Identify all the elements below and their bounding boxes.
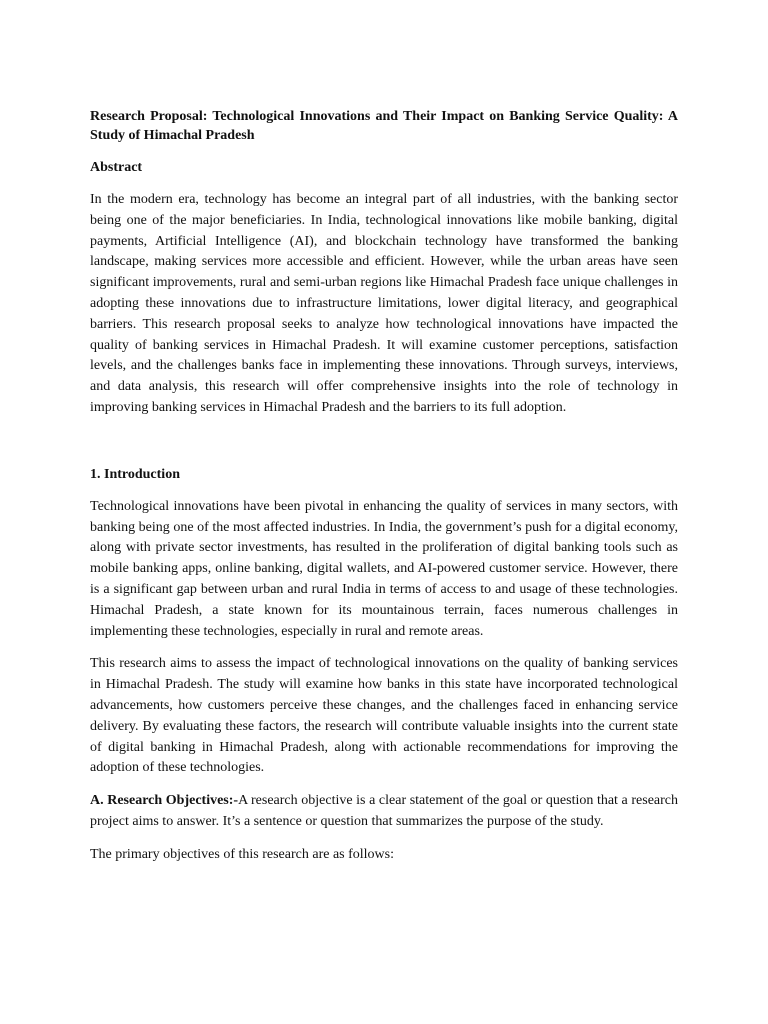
introduction-paragraph-2: This research aims to assess the impact of technological innovations on the quality of banking services in Himachal Pradesh. The study will examine how banks in this state have incorporated technological advancements, how customers perceive these changes, and the challenges faced in enhancing service delivery. By evaluating these factors, the research will contribute valuable insights into the current state of digital banking in Himachal Pradesh, along with actionable recommendations for improving the adoption of these technologies. (90, 656, 678, 776)
document-title: Research Proposal: Technological Innovations and Their Impact on Banking Service Quality: A Study of Himachal Pradesh (90, 109, 678, 143)
research-objectives-label: A. Research Objectives:- (90, 793, 239, 809)
introduction-heading: 1. Introduction (90, 466, 180, 482)
abstract-text: In the modern era, technology has become an integral part of all industries, with the banking sector being one of the major beneficiaries. In India, technological innovations like mobile banking, digital payments, Artificial Intelligence (AI), and blockchain technology have transformed the banking landscape, making services more accessible and efficient. However, while the urban areas have seen significant improvements, rural and semi-urban regions like Himachal Pradesh face unique challenges in adopting these innovations due to infrastructure limitations, lower digital literacy, and geographical barriers. This research proposal seeks to analyze how technological innovations have impacted the quality of banking services in Himachal Pradesh. It will examine customer perceptions, satisfaction levels, and the challenges banks face in implementing these innovations. Through surveys, interviews, and data analysis, this research will offer comprehensive insights into the role of technology in improving banking services in Himachal Pradesh and the barriers to its full adoption. (90, 192, 678, 415)
objectives-lead-in: The primary objectives of this research are as follows: (90, 846, 395, 862)
section-spacer (90, 431, 678, 465)
abstract-heading: Abstract (90, 160, 143, 175)
research-objectives-text: A research objective is a clear statement of the goal or question that a research project aims to answer. It’s a sentence or question that summarizes the purpose of the study. (90, 793, 678, 829)
document-page (90, 108, 678, 878)
introduction-paragraph-1: Technological innovations have been pivotal in enhancing the quality of services in many sectors, with banking being one of the most affected industries. In India, the government’s push for a digital economy, along with private sector investments, has resulted in the proliferation of digital banking tools such as mobile banking apps, online banking, digital wallets, and AI-powered customer service. However, there is a significant gap between urban and rural India in terms of access to and usage of these technologies. Himachal Pradesh, a state known for its mountainous terrain, faces numerous challenges in implementing these technologies, especially in rural and remote areas. (90, 498, 678, 639)
research-objectives-paragraph (90, 791, 678, 833)
